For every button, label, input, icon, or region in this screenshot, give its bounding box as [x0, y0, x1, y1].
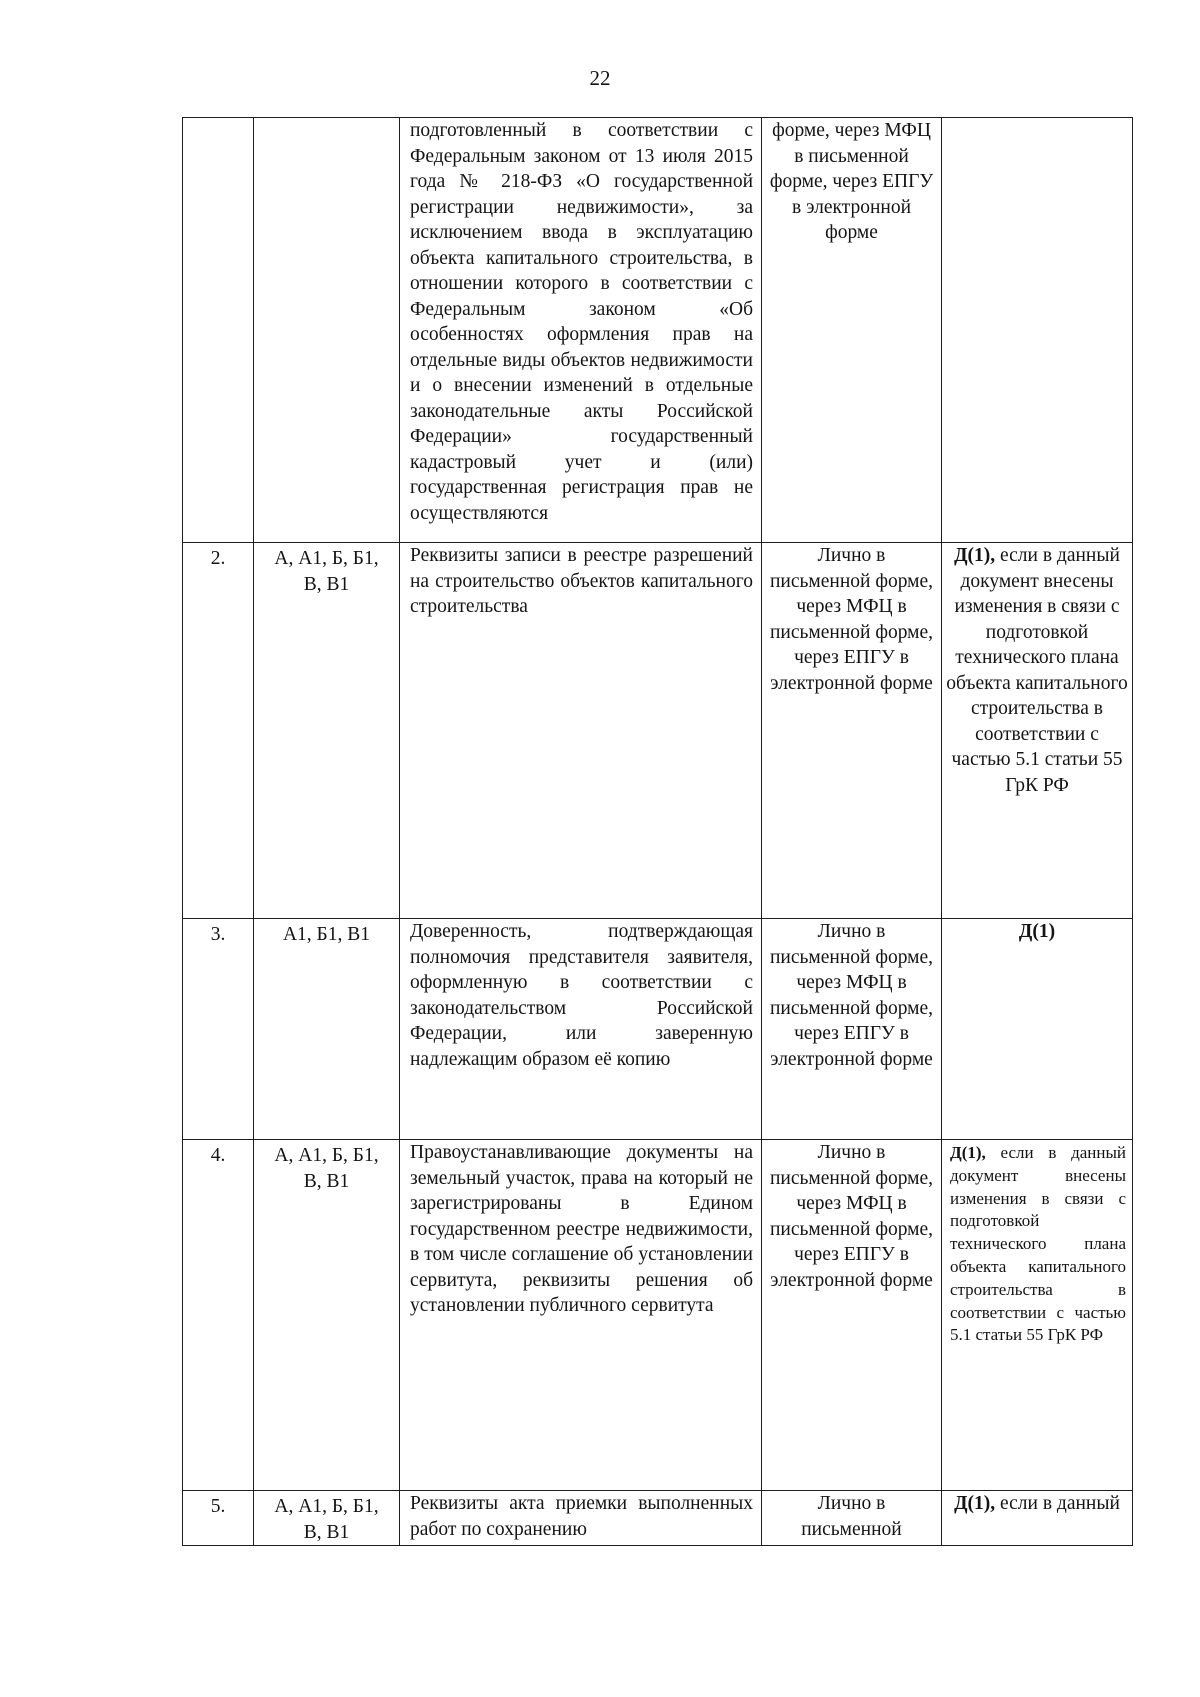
method-text: Лично в письменной [801, 1493, 902, 1540]
table-row [183, 919, 1133, 1140]
category-cell [942, 1140, 1133, 1491]
document-text: подготовленный в соответствии с Федеральным законом от 13 июля 2015 года № 218-ФЗ «О государственной регистрации недвижимости», за исключением ввода в эксплуатацию объекта капитального строительства, в отношении которого в соответствии с Федеральным законом «Об особенностях оформления прав на отдельные виды объектов недвижимости и о внесении изменений в отдельные законодательные акты Российской Федерации» государственный кадастровый учет и (или) государственная регистрация прав не осуществляются [410, 120, 753, 524]
method-cell [762, 1140, 942, 1491]
document-text: Правоустанавливающие документы на земельный участок, права на который не зарегистрированы в Едином государственном реестре недвижимости, в том числе соглашение об установлении сервитута, реквизиты решения об установлении публичного сервитута [410, 1142, 753, 1316]
table-row [183, 543, 1133, 919]
row-number: 4. [210, 1145, 226, 1166]
row-number: 5. [210, 1496, 226, 1517]
applicants-text: А, А1, Б, Б1, В, В1 [274, 1496, 379, 1543]
applicants-cell [254, 118, 400, 543]
document-text: Реквизиты акта приемки выполненных работ по сохранению [410, 1493, 753, 1540]
method-cell [762, 118, 942, 543]
method-cell [762, 543, 942, 919]
category-code: Д(1), [950, 1143, 986, 1162]
row-number-cell [183, 1491, 254, 1546]
category-code: Д(1), [954, 1493, 996, 1514]
category-cell [942, 118, 1133, 543]
method-text: Лично в письменной форме, через МФЦ в письменной форме, через ЕПГУ в электронной форме [769, 1142, 934, 1291]
document-cell [400, 543, 762, 919]
applicants-cell [254, 919, 400, 1140]
applicants-text: А, А1, Б, Б1, В, В1 [274, 1145, 379, 1192]
document-cell [400, 919, 762, 1140]
document-table [182, 117, 1133, 1546]
category-text: если в данный документ внесены изменения в связи с подготовкой технического плана объекта капитального строительства в соответствии с частью 5.1 статьи 55 ГрК РФ [950, 1143, 1126, 1345]
table-row [183, 1140, 1133, 1491]
row-number-cell [183, 919, 254, 1140]
row-number-cell [183, 1140, 254, 1491]
row-number: 3. [210, 924, 226, 945]
applicants-text: А, А1, Б, Б1, В, В1 [274, 548, 379, 595]
method-text: Лично в письменной форме, через МФЦ в письменной форме, через ЕПГУ в электронной форме [769, 545, 934, 694]
page-number: 22 [589, 66, 611, 90]
table-row [183, 1491, 1133, 1546]
row-number: 2. [210, 548, 226, 569]
table-row [183, 118, 1133, 543]
category-code: Д(1) [1018, 921, 1056, 942]
document-cell [400, 1140, 762, 1491]
category-cell [942, 543, 1133, 919]
document-cell [400, 1491, 762, 1546]
method-cell [762, 919, 942, 1140]
category-code: Д(1), [954, 545, 996, 566]
row-number-cell [183, 543, 254, 919]
applicants-cell [254, 543, 400, 919]
category-cell [942, 919, 1133, 1140]
method-text: форме, через МФЦ в письменной форме, через ЕПГУ в электронной форме [769, 120, 934, 243]
category-text: если в данный документ внесены изменения в связи с подготовкой технического плана объекта капитального строительства в соответствии с частью 5.1 статьи 55 ГрК РФ [946, 545, 1128, 796]
row-number-cell [183, 118, 254, 543]
category-cell [942, 1491, 1133, 1546]
method-cell [762, 1491, 942, 1546]
document-text: Реквизиты записи в реестре разрешений на строительство объектов капитального строительства [410, 545, 753, 617]
applicants-text: А1, Б1, В1 [282, 924, 371, 945]
document-cell [400, 118, 762, 543]
category-text: если в данный [995, 1493, 1120, 1514]
document-text: Доверенность, подтверждающая полномочия представителя заявителя, оформленную в соответствии с законодательством Российской Федерации, или заверенную надлежащим образом её копию [410, 921, 753, 1070]
applicants-cell [254, 1140, 400, 1491]
applicants-cell [254, 1491, 400, 1546]
method-text: Лично в письменной форме, через МФЦ в письменной форме, через ЕПГУ в электронной форме [769, 921, 934, 1070]
